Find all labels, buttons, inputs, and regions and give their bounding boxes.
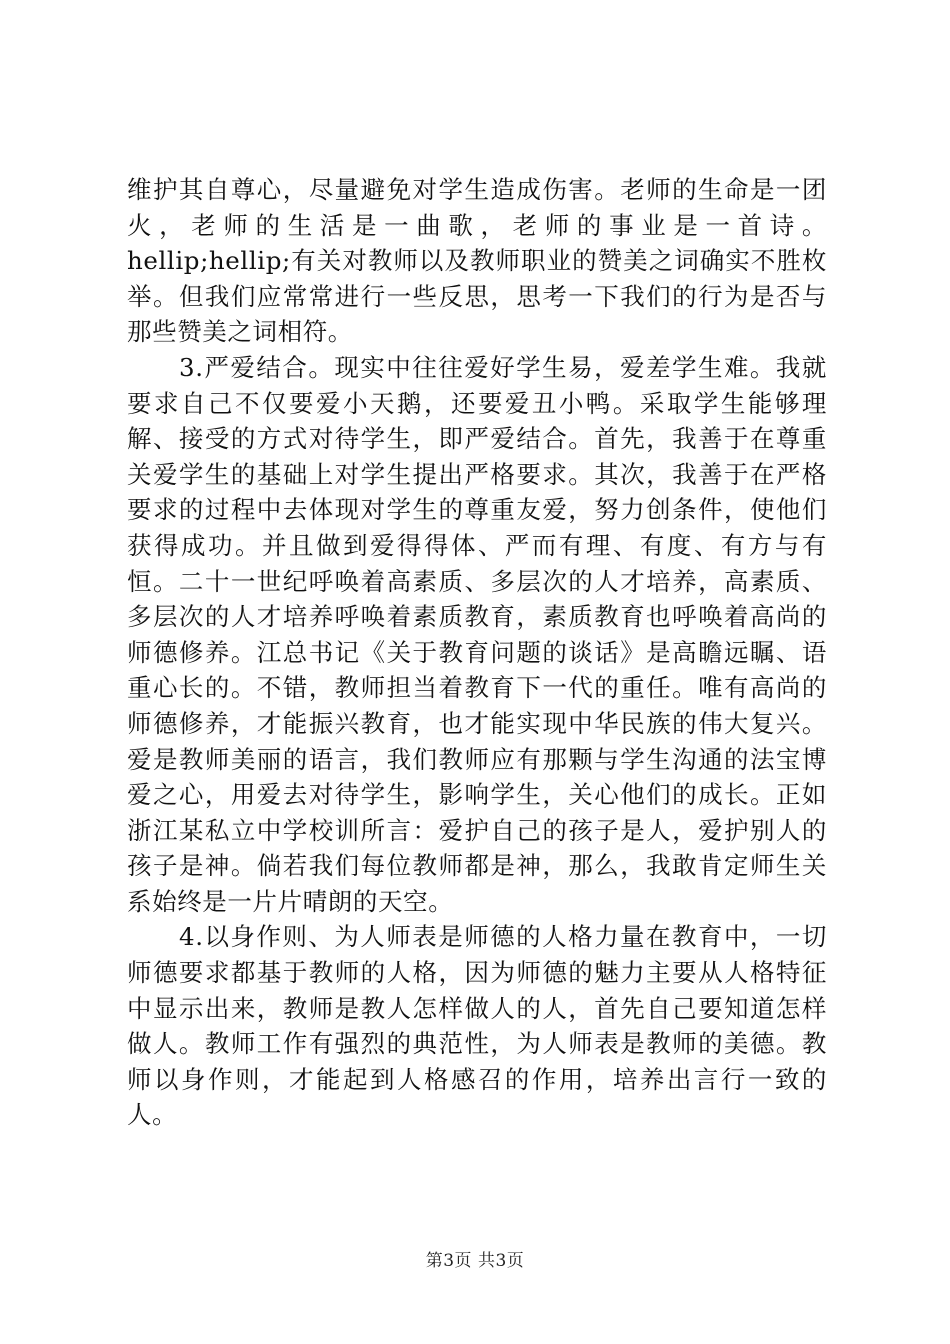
paragraph-strict-love: 3.严爱结合。现实中往往爱好学生易，爱差学生难。我就要求自己不仅要爱小天鹅，还要爱丑小鸭。采取学生能够理解、接受的方式对待学生，即严爱结合。首先，我善于在尊重关爱学生的基础上对学生提出严格要求。其次，我善于在严格要求的过程中去体现对学生的尊重友爱，努力创条件，使他们获得成功。并且做到爱得得体、严而有理、有度、有方与有恒。二十一世纪呼唤着高素质、多层次的人才培养，高素质、多层次的人才培养呼唤着素质教育，素质教育也呼唤着高尚的师德修养。江总书记《关于教育问题的谈话》是高瞻远瞩、语重心长的。不错，教师担当着教育下一代的重任。唯有高尚的师德修养，才能振兴教育，也才能实现中华民族的伟大复兴。爱是教师美丽的语言，我们教师应有那颗与学生沟通的法宝博爱之心，用爱去对待学生，影响学生，关心他们的成长。正如浙江某私立中学校训所言：爱护自己的孩子是人，爱护别人的孩子是神。倘若我们每位教师都是神，那么，我敢肯定师生关系始终是一片片晴朗的天空。 <box>127 352 827 916</box>
page-number-footer: 第3页 共3页 <box>425 1251 525 1271</box>
paragraph-continuation: 维护其自尊心，尽量避免对学生造成伤害。老师的生命是一团火，老师的生活是一曲歌，老师的事业是一首诗。hellip;hellip;有关对教师以及教师职业的赞美之词确实不胜枚举。但我们应常常进行一些反思，思考一下我们的行为是否与那些赞美之词相符。 <box>127 175 827 347</box>
document-body <box>127 172 827 1133</box>
paragraph-role-model: 4.以身作则、为人师表是师德的人格力量在教育中，一切师德要求都基于教师的人格，因为师德的魅力主要从人格特征中显示出来，教师是教人怎样做人的人，首先自己要知道怎样做人。教师工作有强烈的典范性，为人师表是教师的美德。教师以身作则，才能起到人格感召的作用，培养出言行一致的人。 <box>127 922 827 1130</box>
